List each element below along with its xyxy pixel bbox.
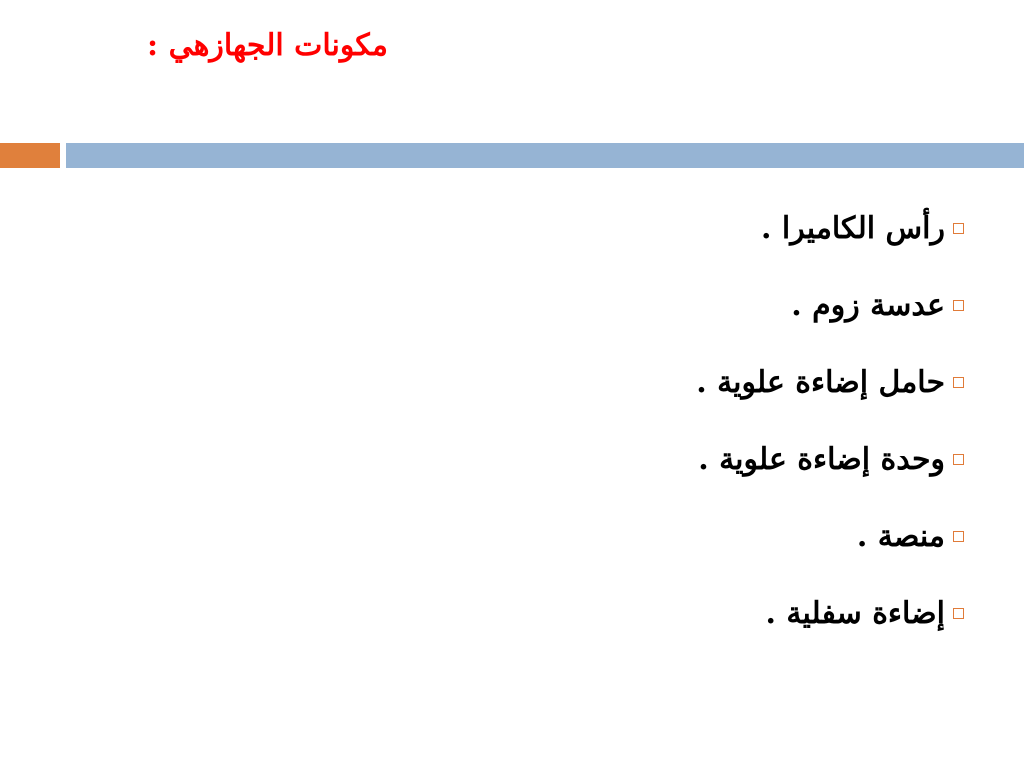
list-item (696, 575, 964, 652)
bullet-text: منصة . (856, 518, 945, 554)
slide-title: مكونات الجهازهي : (147, 28, 388, 63)
components-bullet-list (696, 190, 964, 652)
square-bullet-icon (953, 531, 964, 542)
title-divider-accent (0, 143, 60, 168)
square-bullet-icon (953, 454, 964, 465)
list-item (696, 344, 964, 421)
list-item (696, 190, 964, 267)
bullet-text: إضاءة سفلية . (765, 595, 945, 631)
square-bullet-icon (953, 377, 964, 388)
bullet-text: رأس الكاميرا . (761, 210, 945, 246)
list-item (696, 267, 964, 344)
list-item (696, 498, 964, 575)
square-bullet-icon (953, 608, 964, 619)
bullet-text: وحدة إضاءة علوية . (698, 441, 945, 477)
square-bullet-icon (953, 300, 964, 311)
title-divider-bar (66, 143, 1024, 168)
bullet-text: حامل إضاءة علوية . (696, 364, 945, 400)
list-item (696, 421, 964, 498)
square-bullet-icon (953, 223, 964, 234)
bullet-text: عدسة زوم . (791, 287, 945, 323)
